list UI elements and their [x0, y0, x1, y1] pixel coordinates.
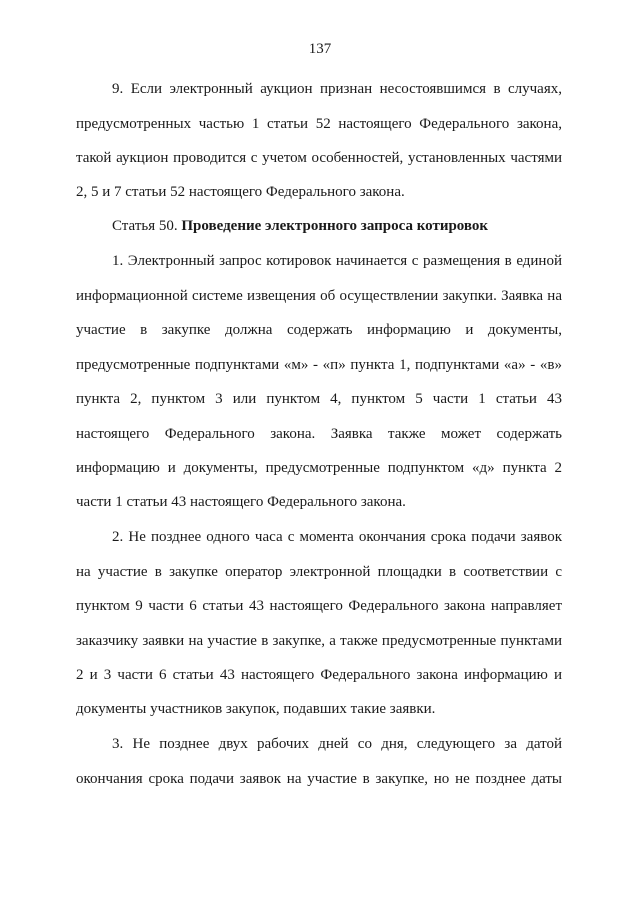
article-heading-title: Проведение электронного запроса котировок — [181, 218, 489, 234]
paragraph-2-line: 2. Не позднее одного часа с момента окончания срока подачи заявок — [112, 529, 562, 545]
paragraph-1-line: части 1 статьи 43 настоящего Федерального закона. — [76, 494, 406, 510]
paragraph-9-line: 9. Если электронный аукцион признан несостоявшимся в случаях, — [112, 81, 562, 97]
paragraph-9-line: предусмотренных частью 1 статьи 52 настоящего Федерального закона, — [76, 116, 562, 132]
article-heading — [112, 217, 562, 235]
paragraph-1-line: информационной системе извещения об осуществлении закупки. Заявка на — [76, 288, 562, 304]
paragraph-3-line: 3. Не позднее двух рабочих дней со дня, следующего за датой — [112, 736, 562, 752]
paragraph-9-line: 2, 5 и 7 статьи 52 настоящего Федерального закона. — [76, 184, 405, 200]
paragraph-1-line: информацию и документы, предусмотренные подпунктом «д» пункта 2 — [76, 460, 562, 476]
paragraph-1-line: настоящего Федерального закона. Заявка также может содержать — [76, 426, 562, 442]
paragraph-2-line: документы участников закупок, подавших такие заявки. — [76, 701, 436, 717]
paragraph-1-line: участие в закупке должна содержать информацию и документы, — [76, 322, 562, 338]
paragraph-3-line: окончания срока подачи заявок на участие в закупке, но не позднее даты — [76, 771, 562, 787]
paragraph-2-line: 2 и 3 части 6 статьи 43 настоящего Федерального закона информацию и — [76, 667, 562, 683]
paragraph-1-line: пункта 2, пунктом 3 или пунктом 4, пунктом 5 части 1 статьи 43 — [76, 391, 562, 407]
article-heading-label: Статья 50. — [112, 218, 178, 234]
paragraph-1-line: предусмотренные подпунктами «м» - «п» пункта 1, подпунктами «а» - «в» — [76, 357, 562, 373]
page-number: 137 — [308, 41, 332, 57]
paragraph-2-line: пунктом 9 части 6 статьи 43 настоящего Федерального закона направляет — [76, 598, 562, 614]
paragraph-9-line: такой аукцион проводится с учетом особенностей, установленных частями — [76, 150, 562, 166]
paragraph-2-line: заказчику заявки на участие в закупке, а также предусмотренные пунктами — [76, 633, 562, 649]
paragraph-1-line: 1. Электронный запрос котировок начинается с размещения в единой — [112, 253, 562, 269]
paragraph-2-line: на участие в закупке оператор электронной площадки в соответствии с — [76, 564, 562, 580]
